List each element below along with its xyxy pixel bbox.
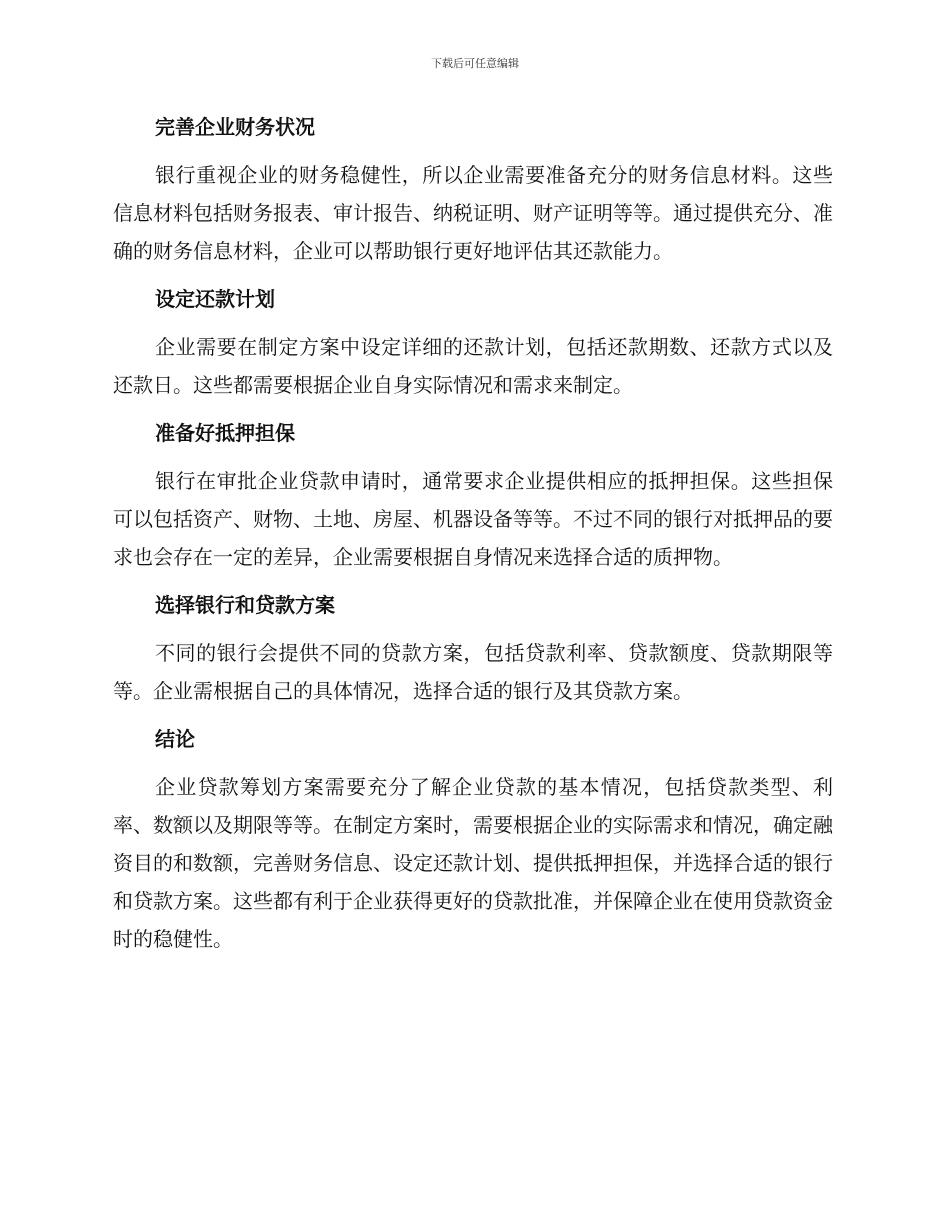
section-heading: 结论 xyxy=(155,727,195,751)
section-financial-status xyxy=(113,108,833,280)
section-heading: 设定还款计划 xyxy=(155,287,275,311)
header-note: 下载后可任意编辑 xyxy=(431,57,519,70)
section-paragraph: 银行重视企业的财务稳健性，所以企业需要准备充分的财务信息材料。这些信息材料包括财务报表、审计报告、纳税证明、财产证明等等。通过提供充分、准确的财务信息材料，企业可以帮助银行更好地评估其还款能力。 xyxy=(113,163,833,263)
section-paragraph: 企业贷款筹划方案需要充分了解企业贷款的基本情况，包括贷款类型、利率、数额以及期限等等。在制定方案时，需要根据企业的实际需求和情况，确定融资目的和数额，完善财务信息、设定还款计划、提供抵押担保，并选择合适的银行和贷款方案。这些都有利于企业获得更好的贷款批准，并保障企业在使用贷款资金时的稳健性。 xyxy=(113,775,833,951)
section-paragraph: 企业需要在制定方案中设定详细的还款计划，包括还款期数、还款方式以及还款日。这些都需要根据企业自身实际情况和需求来制定。 xyxy=(113,335,833,397)
section-paragraph: 不同的银行会提供不同的贷款方案，包括贷款利率、贷款额度、贷款期限等等。企业需根据自己的具体情况，选择合适的银行及其贷款方案。 xyxy=(113,641,833,703)
section-paragraph: 银行在审批企业贷款申请时，通常要求企业提供相应的抵押担保。这些担保可以包括资产、财物、土地、房屋、机器设备等等。不过不同的银行对抵押品的要求也会存在一定的差异，企业需要根据自身情况来选择合适的质押物。 xyxy=(113,469,833,569)
section-heading: 准备好抵押担保 xyxy=(155,421,295,445)
document-body xyxy=(113,108,833,958)
section-heading: 选择银行和贷款方案 xyxy=(155,593,335,617)
section-collateral xyxy=(113,414,833,586)
section-conclusion xyxy=(113,720,833,958)
section-repayment-plan xyxy=(113,280,833,414)
section-heading: 完善企业财务状况 xyxy=(155,115,315,139)
section-bank-choice xyxy=(113,586,833,720)
